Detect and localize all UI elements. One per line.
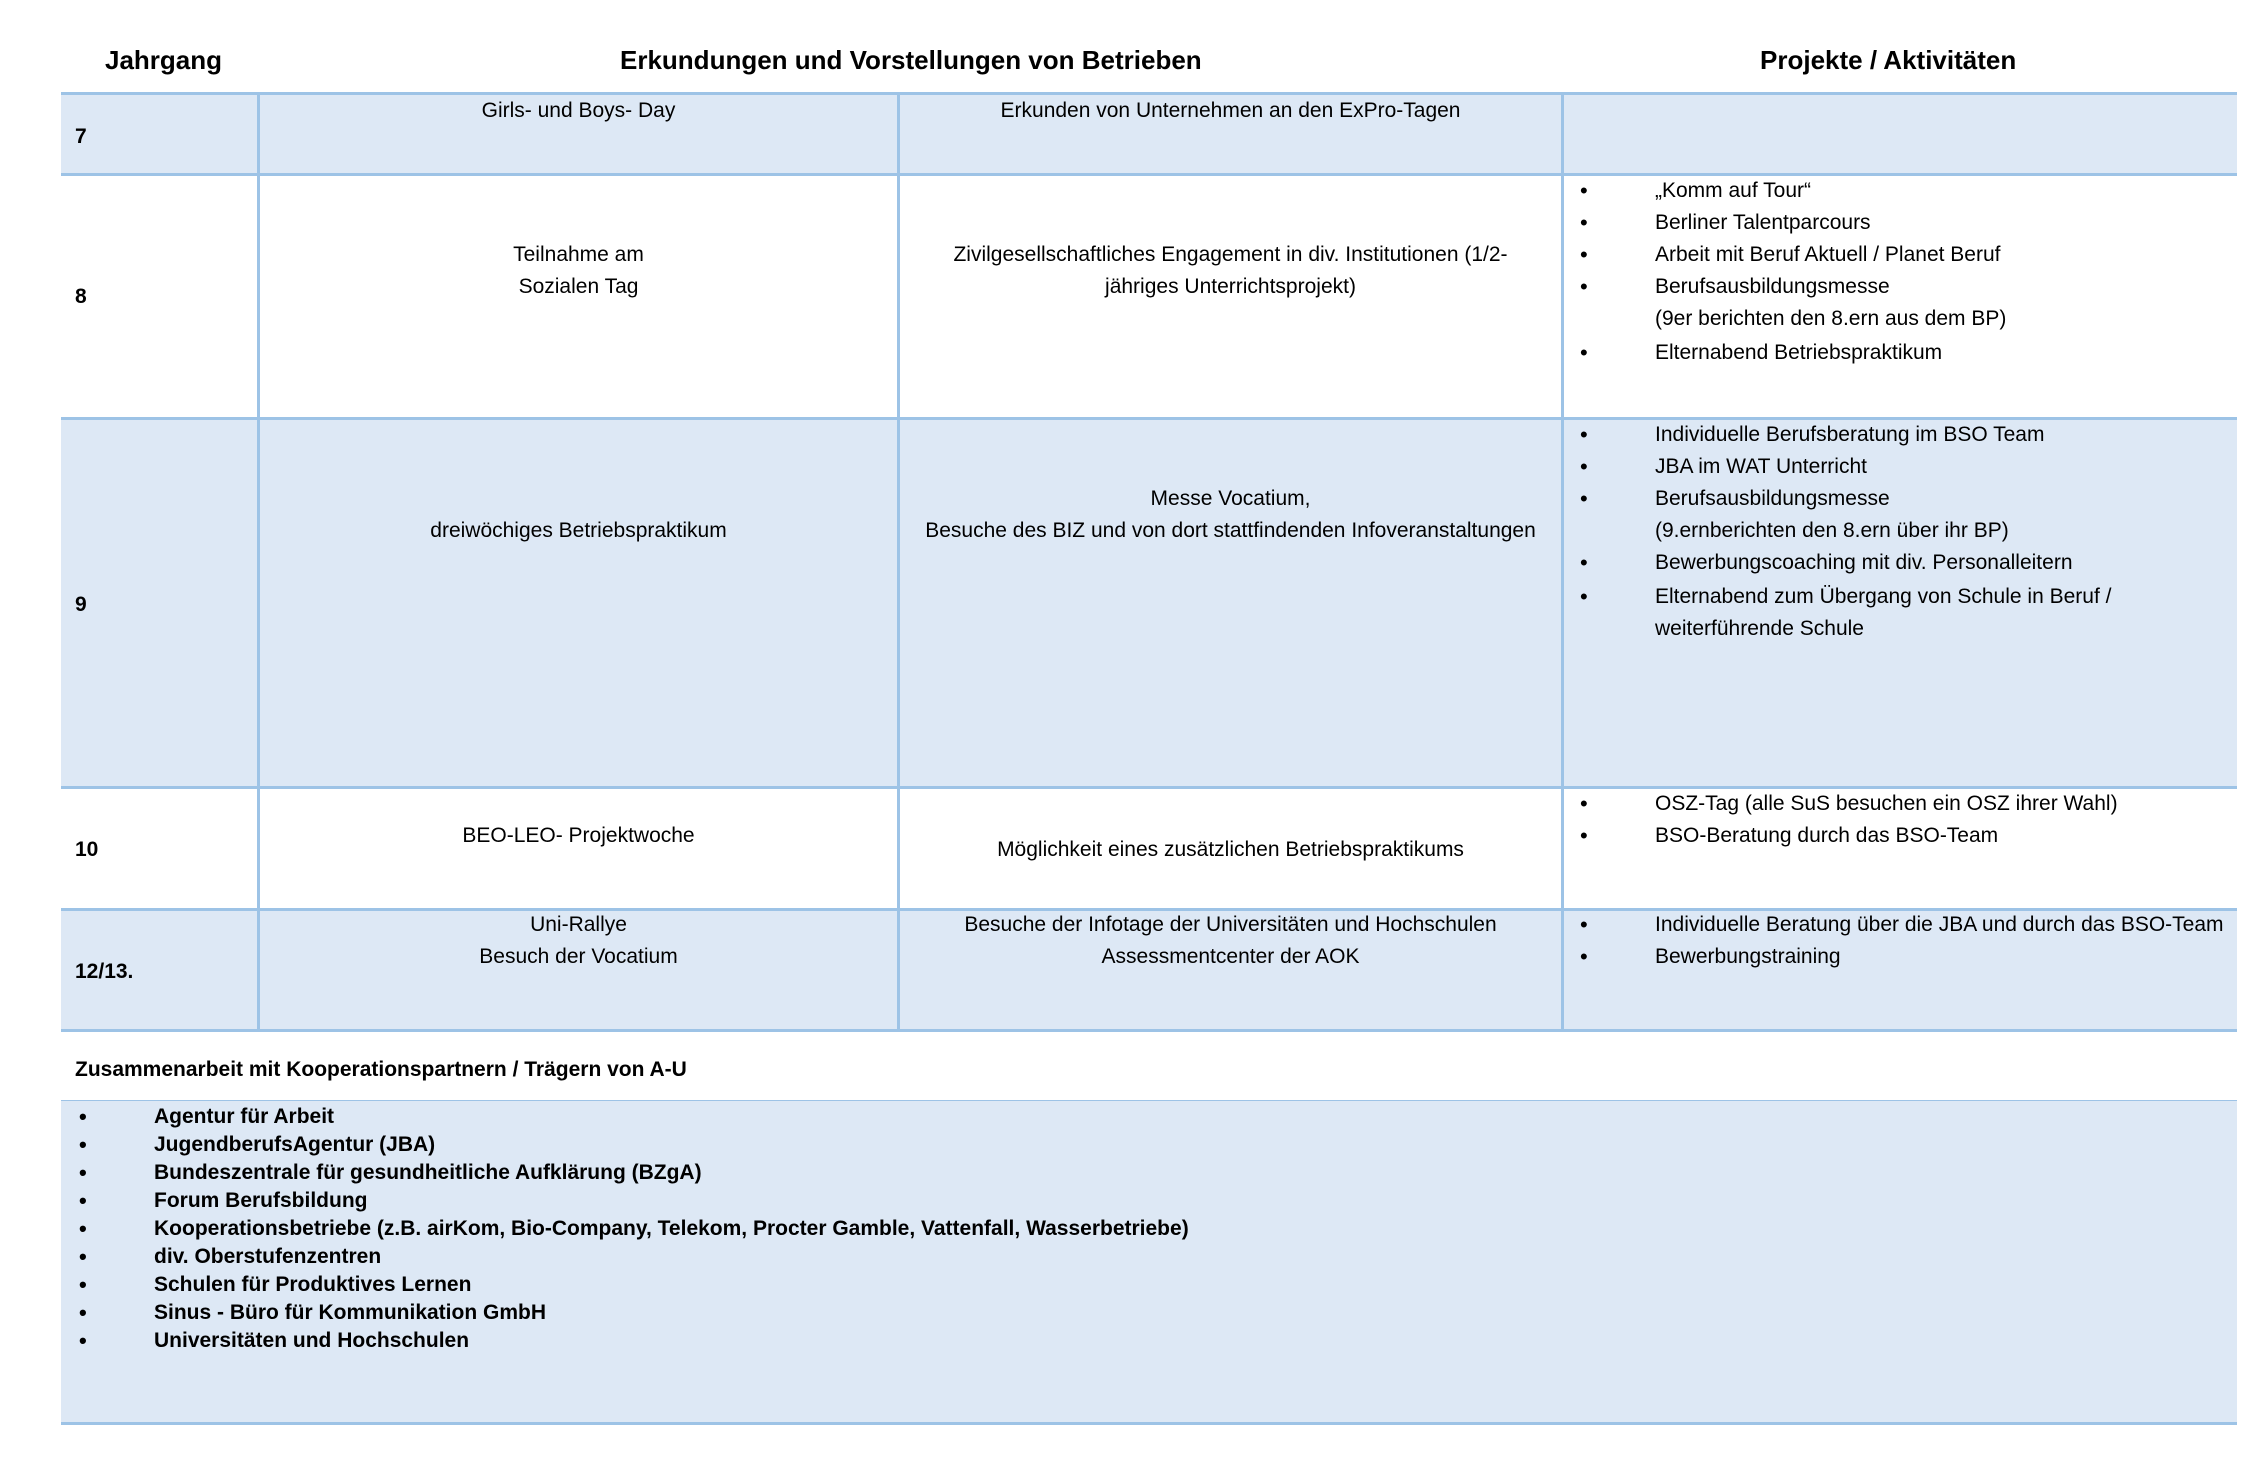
list-item: • Agentur für Arbeit: [79, 1104, 335, 1129]
list-item: • JBA im WAT Unterricht: [1655, 451, 2235, 483]
divider: [61, 1029, 2237, 1032]
list-item: • Individuelle Berufsberatung im BSO Team: [1655, 419, 2235, 451]
list-item: • Individuelle Beratung über die JBA und durch das BSO-Team: [1655, 909, 2235, 941]
projects-cell: [1580, 909, 2235, 973]
bullet-icon: •: [79, 1272, 87, 1297]
projects-cell: [1580, 175, 2235, 369]
exploration-cell: Teilnahme am Sozialen Tag: [513, 243, 644, 298]
list-item: • BSO-Beratung durch das BSO-Team: [1655, 820, 2235, 852]
bullet-icon: •: [1580, 454, 1588, 479]
column-divider: [897, 92, 900, 1032]
bullet-icon: •: [1580, 791, 1588, 816]
bullet-icon: •: [1580, 274, 1588, 299]
header-erkundungen: Erkundungen und Vorstellungen von Betrieben: [620, 45, 1202, 75]
column-divider: [257, 92, 260, 1032]
bullet-icon: •: [1580, 242, 1588, 267]
bullet-icon: •: [1580, 823, 1588, 848]
list-item: • div. Oberstufenzentren: [79, 1244, 382, 1269]
list-item: • Berliner Talentparcours: [1655, 207, 2235, 239]
list-item: • Elternabend Betriebspraktikum: [1655, 337, 2235, 369]
list-item: • JugendberufsAgentur (JBA): [79, 1132, 436, 1157]
year-cell: 10: [75, 838, 99, 861]
projects-cell: [1580, 419, 2235, 645]
list-item: • Berufsausbildungsmesse (9.ernberichten den 8.ern über ihr BP): [1655, 483, 2235, 547]
company-presentation-cell: Messe Vocatium, Besuche des BIZ und von dort stattfindenden Infoveranstaltungen: [925, 487, 1536, 542]
bullet-icon: •: [1580, 486, 1588, 511]
cooperation-list: [79, 1103, 1189, 1355]
year-cell: 8: [75, 285, 87, 308]
company-presentation-cell: Erkunden von Unternehmen an den ExPro-Tagen: [1000, 99, 1461, 122]
bullet-icon: •: [79, 1216, 87, 1241]
list-item: • Kooperationsbetriebe (z.B. airKom, Bio-Company, Telekom, Procter Gamble, Vattenfall, Wasserbetriebe): [79, 1216, 1189, 1241]
bullet-icon: •: [79, 1328, 87, 1353]
divider: [61, 1422, 2237, 1425]
bullet-icon: •: [79, 1132, 87, 1157]
bullet-icon: •: [1580, 210, 1588, 235]
bullet-icon: •: [79, 1104, 87, 1129]
cooperation-title: Zusammenarbeit mit Kooperationspartnern / Trägern von A-U: [75, 1058, 687, 1081]
bullet-icon: •: [1580, 178, 1588, 203]
bullet-icon: •: [79, 1244, 87, 1269]
list-item: • Elternabend zum Übergang von Schule in Beruf / weiterführende Schule: [1655, 581, 2235, 645]
list-item: • OSZ-Tag (alle SuS besuchen ein OSZ ihrer Wahl): [1655, 788, 2235, 820]
list-item: • Schulen für Produktives Lernen: [79, 1272, 472, 1297]
list-item: • Bewerbungstraining: [1655, 941, 2235, 973]
bullet-icon: •: [1580, 584, 1588, 609]
bullet-icon: •: [79, 1160, 87, 1185]
exploration-cell: Uni-Rallye Besuch der Vocatium: [479, 913, 678, 968]
list-item: • „Komm auf Tour“: [1655, 175, 2235, 207]
bullet-icon: •: [1580, 944, 1588, 969]
header-projekte: Projekte / Aktivitäten: [1760, 45, 2017, 75]
year-cell: 9: [75, 593, 87, 616]
bullet-icon: •: [1580, 340, 1588, 365]
column-divider: [1561, 92, 1564, 1032]
list-item: • Berufsausbildungsmesse (9er berichten den 8.ern aus dem BP): [1655, 271, 2235, 335]
bullet-icon: •: [1580, 550, 1588, 575]
projects-cell: [1580, 788, 2235, 852]
bullet-icon: •: [79, 1300, 87, 1325]
exploration-cell: BEO-LEO- Projektwoche: [462, 824, 695, 847]
list-item: • Forum Berufsbildung: [79, 1188, 368, 1213]
bullet-icon: •: [1580, 912, 1588, 937]
year-cell: 7: [75, 125, 87, 148]
year-cell: 12/13.: [75, 960, 134, 983]
header-jahrgang: Jahrgang: [105, 45, 223, 75]
exploration-cell: dreiwöchiges Betriebspraktikum: [430, 519, 727, 542]
bullet-icon: •: [79, 1188, 87, 1213]
list-item: • Universitäten und Hochschulen: [79, 1328, 470, 1353]
list-item: • Sinus - Büro für Kommunikation GmbH: [79, 1300, 546, 1325]
company-presentation-cell: Zivilgesellschaftliches Engagement in div. Institutionen (1/2- jähriges Unterrichtsprojekt): [953, 243, 1508, 298]
list-item: • Bewerbungscoaching mit div. Personalleitern: [1655, 547, 2235, 579]
company-presentation-cell: Möglichkeit eines zusätzlichen Betriebspraktikums: [997, 838, 1464, 861]
list-item: • Arbeit mit Beruf Aktuell / Planet Beruf: [1655, 239, 2235, 271]
exploration-cell: Girls- und Boys- Day: [481, 99, 676, 122]
company-presentation-cell: Besuche der Infotage der Universitäten und Hochschulen Assessmentcenter der AOK: [964, 913, 1497, 968]
bullet-icon: •: [1580, 422, 1588, 447]
list-item: • Bundeszentrale für gesundheitliche Aufklärung (BZgA): [79, 1160, 702, 1185]
